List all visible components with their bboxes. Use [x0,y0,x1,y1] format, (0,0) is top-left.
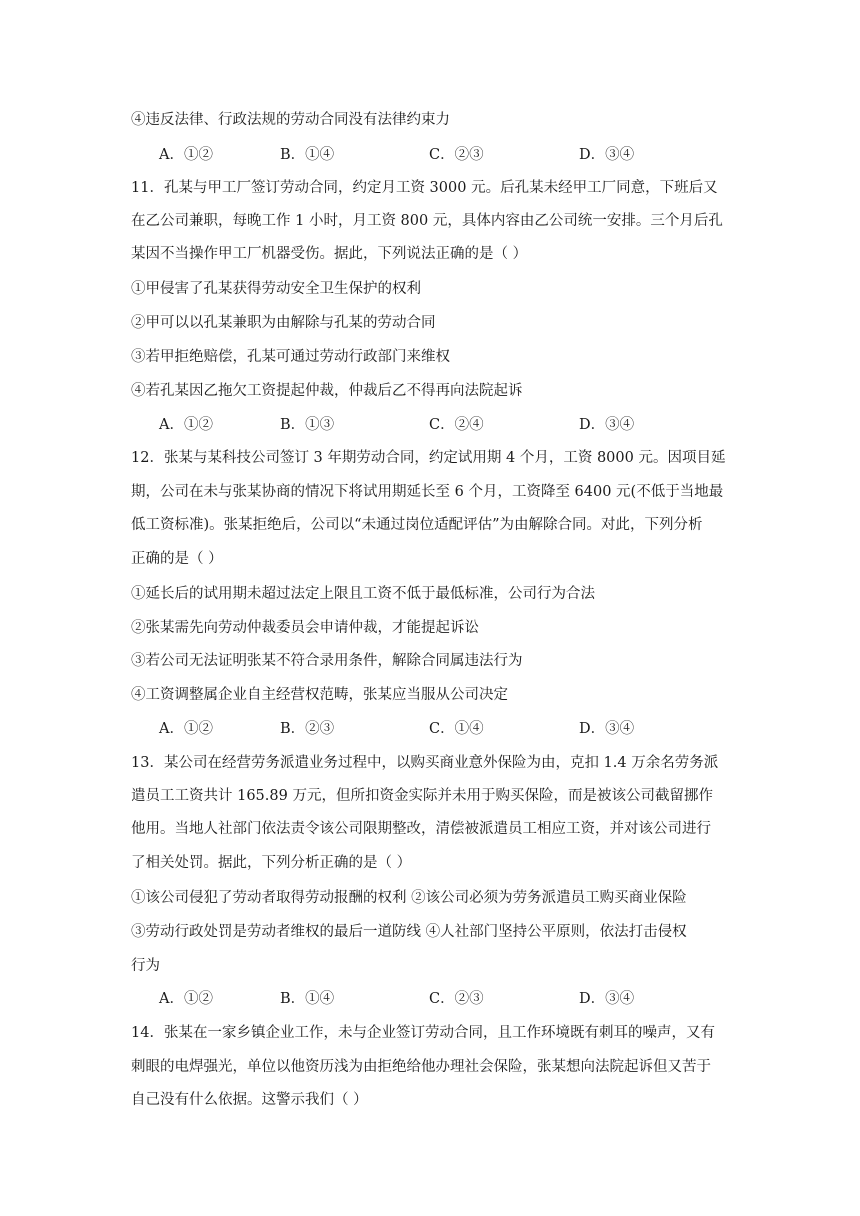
choice-b[interactable]: B．①④ [280,991,335,1007]
q13-stem-line-3: 他用。当地人社部门依法责令该公司限期整改，清偿被派遣员工相应工资，并对该公司进行 [131,821,711,837]
q11-option-2: ②甲可以以孔某兼职为由解除与孔某的劳动合同 [131,315,436,331]
choice-b[interactable]: B．①③ [280,417,335,433]
choice-a[interactable]: A．①② [159,991,213,1007]
choice-c[interactable]: C．②③ [429,991,484,1007]
q12-stem-line-2: 期，公司在未与张某协商的情况下将试用期延长至 6 个月，工资降至 6400 元(不低于当地最 [131,484,724,500]
choice-c[interactable]: C．②③ [429,147,484,163]
choice-d[interactable]: D．③④ [579,721,635,737]
q12-option-2: ②张某需先向劳动仲裁委员会申请仲裁，才能提起诉讼 [131,620,479,636]
choice-d[interactable]: D．③④ [579,417,635,433]
q11-stem-line-2: 在乙公司兼职，每晚工作 1 小时，月工资 800 元，具体内容由乙公司统一安排。三个月后孔 [131,213,723,229]
q10-option-4: ④违反法律、行政法规的劳动合同没有法律约束力 [131,112,450,128]
q11-option-1: ①甲侵害了孔某获得劳动安全卫生保护的权利 [131,281,421,297]
q14-stem-line-3: 自己没有什么依据。这警示我们（ ） [131,1092,368,1108]
q13-answer-choices [159,989,719,1009]
q11-stem-line-3: 某因不当操作甲工厂机器受伤。据此，下列说法正确的是（ ） [131,246,528,262]
q13-option-4-continued: 行为 [131,958,160,974]
choice-b[interactable]: B．②③ [280,721,335,737]
choice-c[interactable]: C．②④ [429,417,484,433]
q13-stem-line-4: 了相关处罚。据此，下列分析正确的是（ ） [131,855,412,871]
choice-c[interactable]: C．①④ [429,721,484,737]
choice-a[interactable]: A．①② [159,721,213,737]
choice-d[interactable]: D．③④ [579,147,635,163]
q12-answer-choices [159,719,719,739]
q13-stem-line-2: 遣员工工资共计 165.89 万元，但所扣资金实际并未用于购买保险，而是被该公司截留挪作 [131,788,713,804]
q12-option-3: ③若公司无法证明张某不符合录用条件，解除合同属违法行为 [131,653,523,669]
choice-b[interactable]: B．①④ [280,147,335,163]
q12-stem-line-3: 低工资标准)。张某拒绝后，公司以“未通过岗位适配评估”为由解除合同。对此，下列分析 [131,517,703,533]
q11-option-3: ③若甲拒绝赔偿，孔某可通过劳动行政部门来维权 [131,349,450,365]
q12-stem-line-1: 12．张某与某科技公司签订 3 年期劳动合同，约定试用期 4 个月，工资 8000 元。因项目延 [131,450,726,466]
q11-answer-choices [159,415,719,435]
q12-stem-line-4: 正确的是（ ） [131,551,223,567]
q13-options-3-4: ③劳动行政处罚是劳动者维权的最后一道防线 ④人社部门坚持公平原则，依法打击侵权 [131,924,687,940]
choice-a[interactable]: A．①② [159,417,213,433]
choice-d[interactable]: D．③④ [579,991,635,1007]
q14-stem-line-1: 14．张某在一家乡镇企业工作，未与企业签订劳动合同，且工作环境既有刺耳的噪声，又有 [131,1025,715,1041]
q11-option-4: ④若孔某因乙拖欠工资提起仲裁，仲裁后乙不得再向法院起诉 [131,383,523,399]
q14-stem-line-2: 刺眼的电焊强光，单位以他资历浅为由拒绝给他办理社会保险，张某想向法院起诉但又苦于 [131,1059,711,1075]
choice-a[interactable]: A．①② [159,147,213,163]
q13-stem-line-1: 13．某公司在经营劳务派遣业务过程中，以购买商业意外保险为由，克扣 1.4 万余名劳务派 [131,755,719,771]
q11-stem-line-1: 11．孔某与甲工厂签订劳动合同，约定月工资 3000 元。后孔某未经甲工厂同意，下班后又 [131,180,718,196]
q12-option-1: ①延长后的试用期未超过法定上限且工资不低于最低标准，公司行为合法 [131,586,595,602]
q10-answer-choices [159,145,719,165]
q12-option-4: ④工资调整属企业自主经营权范畴，张某应当服从公司决定 [131,687,508,703]
q13-options-1-2: ①该公司侵犯了劳动者取得劳动报酬的权利 ②该公司必须为劳务派遣员工购买商业保险 [131,890,687,906]
